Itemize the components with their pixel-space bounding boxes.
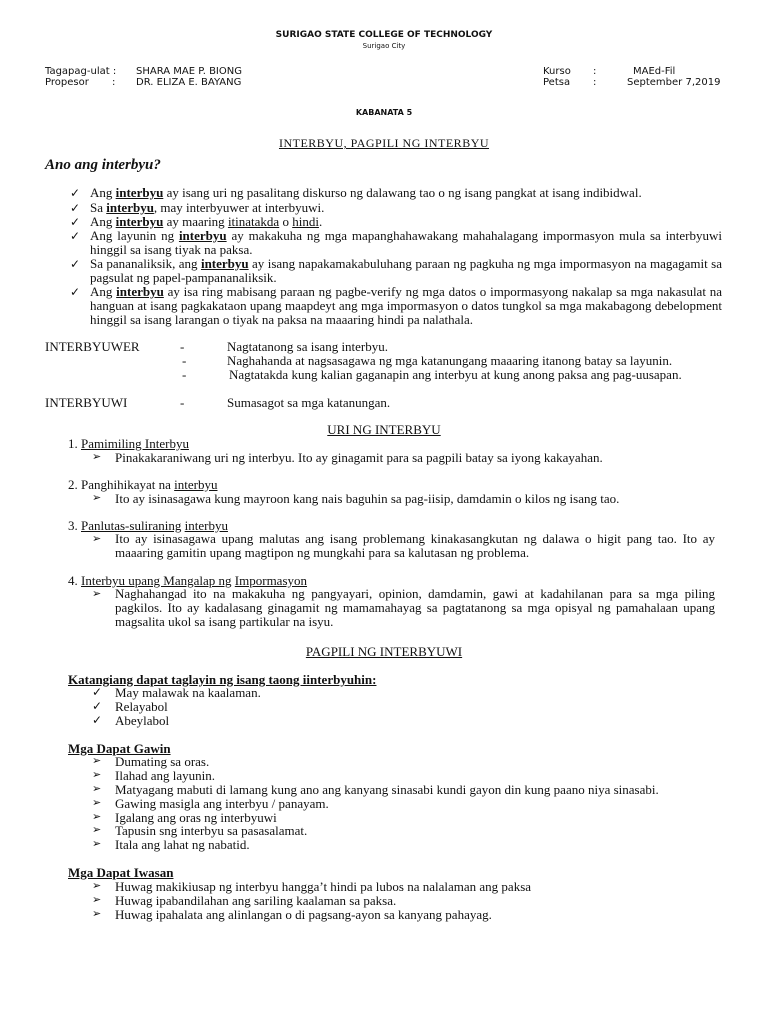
check-icon: ✓ [70,201,81,215]
arrow-icon: ➢ [92,769,102,781]
do-item: Itala ang lahat ng nabatid. [115,837,250,852]
arrow-icon: ➢ [92,783,102,795]
arrow-icon: ➢ [92,838,102,850]
writer-label: Tagapag-ulat : [45,66,117,77]
check-icon: ✓ [92,685,103,699]
course-label: Kurso [543,66,571,77]
dash: - [180,395,185,410]
arrow-icon: ➢ [92,492,102,504]
donts-heading: Mga Dapat Iwasan [68,865,174,880]
do-item: Matyagang mabuti di lamang kung ano ang kanyang sinasabi kundi gayon din kung paano niya sinasabi. [115,782,659,797]
interviewer-def-2: Naghahanda at nagsasagawa ng mga katanungang maaaring itanong batay sa layunin. [227,353,673,368]
page-title-text: INTERBYU, PAGPILI NG INTERBYU [278,136,490,150]
arrow-icon: ➢ [92,811,102,823]
selection-heading: PAGPILI NG INTERBYUWI [305,644,463,659]
type-3-title: 3. Panlutas-suliraning interbyu [68,518,228,533]
date-colon: : [593,77,597,88]
check-icon: ✓ [70,215,81,229]
intro-bullet-6: Ang interbyu ay isa ring mabisang paraan ng pagbe-verify ng mga datos o impormasyong nakalap sa mga nakasulat na hanguan at isang pagkakataon upang maapdeyt ang mga impormasyon o datos tungkol sa mga makabagong debelopment hinggil sa isang larangan o tiyak na paksa na maaaring hindi pa nalathala. [90,284,722,327]
interviewee-def: Sumasagot sa mga katanungan. [227,395,391,410]
do-item: Ilahad ang layunin. [115,768,215,783]
type-4-title: 4. Interbyu upang Mangalap ng Impormasyon [68,573,308,588]
school-city: Surigao City [362,42,406,50]
check-icon: ✓ [92,699,103,713]
do-item: Tapusin sng interbyu sa pasasalamat. [115,823,308,838]
check-icon: ✓ [70,229,81,243]
course-value: MAEd-Fil [633,66,676,77]
dont-item: Huwag ipahalata ang alinlangan o di pagsang-ayon sa kanyang pahayag. [115,907,492,922]
dash: - [180,339,185,354]
dos-heading: Mga Dapat Gawin [68,741,171,756]
trait-item: May malawak na kaalaman. [115,685,261,700]
arrow-icon: ➢ [92,451,102,463]
intro-heading: Ano ang interbyu? [45,157,161,173]
arrow-icon: ➢ [92,797,102,809]
course-colon: : [593,66,597,77]
type-3-desc: Ito ay isinasagawa upang malutas ang isang problemang kinakasangkutan ng dalawa o higit pang tao. Ito ay maaaring gamitin upang magtipon ng mungkahi para sa kalutasan ng problema. [115,531,715,560]
interviewer-label: INTERBYUWER [45,339,140,354]
interviewer-def-3: Nagtatakda kung kalian gaganapin ang interbyu at kung anong paksa ang pag-uusapan. [229,367,682,382]
do-item: Gawing masigla ang interbyu / panayam. [115,796,329,811]
arrow-icon: ➢ [92,755,102,767]
check-icon: ✓ [92,713,103,727]
types-heading: URI NG INTERBYU [327,422,441,437]
professor-name: DR. ELIZA E. BAYANG [136,77,242,88]
intro-bullet-2: Sa interbyu, may interbyuwer at interbyuwi. [90,200,325,215]
type-1-desc: Pinakakaraniwang uri ng interbyu. Ito ay ginagamit para sa pagpili batay sa iyong kakayahan. [115,450,603,465]
date-label: Petsa [543,77,571,88]
school-name: SURIGAO STATE COLLEGE OF TECHNOLOGY [275,30,493,40]
intro-bullet-4: Ang layunin ng interbyu ay makakuha ng mga mapanghahawakang mahahalagang impormasyon mula sa interbyuwi hinggil sa isang tiyak na paksa. [90,228,722,257]
writer-name: SHARA MAE P. BIONG [136,66,242,77]
type-4-desc: Naghahangad ito na makakuha ng pangyayari, opinion, damdamin, gawi at kadahilanan para sa mga piling pagkilos. Ito ay kadalasang ginagamit ng mamamahayag sa pagtatanong sa mga opisyal ng pamahalaan upang magsalita ukol sa isang partikular na isyu. [115,586,715,629]
intro-bullet-1: Ang interbyu ay isang uri ng pasalitang diskurso ng dalawang tao o ng isang pangkat at isang indibidwal. [90,185,642,200]
do-item: Dumating sa oras. [115,754,210,769]
type-2-desc: Ito ay isinasagawa kung mayroon kang nais baguhin sa pag-iisip, damdamin o kilos ng isang tao. [115,491,620,506]
arrow-icon: ➢ [92,894,102,906]
type-2-title: 2. Panghihikayat na interbyu [68,477,218,492]
arrow-icon: ➢ [92,908,102,920]
intro-bullet-3: Ang interbyu ay maaring itinatakda o hindi. [90,214,323,229]
do-item: Igalang ang oras ng interbyuwi [115,810,277,825]
check-icon: ✓ [70,186,81,200]
check-icon: ✓ [70,257,81,271]
intro-bullet-5: Sa pananaliksik, ang interbyu ay isang napakamakabuluhang paraan ng pagkuha ng mga impormasyon na magagamit sa pagsulat ng papel-pampananaliksik. [90,256,722,285]
professor-label: Propesor [45,77,89,88]
page-title [0,136,768,151]
arrow-icon: ➢ [92,880,102,892]
trait-item: Relayabol [115,699,168,714]
dash: - [182,367,187,382]
date-value: September 7,2019 [627,77,721,88]
type-1-title: 1. Pamimiling Interbyu [68,436,189,451]
arrow-icon: ➢ [92,533,102,545]
dont-item: Huwag ipabandilahan ang sariling kaalaman sa paksa. [115,893,397,908]
check-icon: ✓ [70,285,81,299]
interviewer-def-1: Nagtatanong sa isang interbyu. [227,339,389,354]
arrow-icon: ➢ [92,824,102,836]
chapter-label: KABANATA 5 [355,108,413,117]
professor-colon: : [112,77,116,88]
interviewee-label: INTERBYUWI [45,395,128,410]
arrow-icon: ➢ [92,588,102,600]
dash: - [182,353,187,368]
trait-item: Abeylabol [115,713,170,728]
traits-heading: Katangiang dapat taglayin ng isang taong iinterbyuhin: [68,672,377,687]
dont-item: Huwag makikiusap ng interbyu hangga’t hindi pa lubos na nalalaman ang paksa [115,879,532,894]
